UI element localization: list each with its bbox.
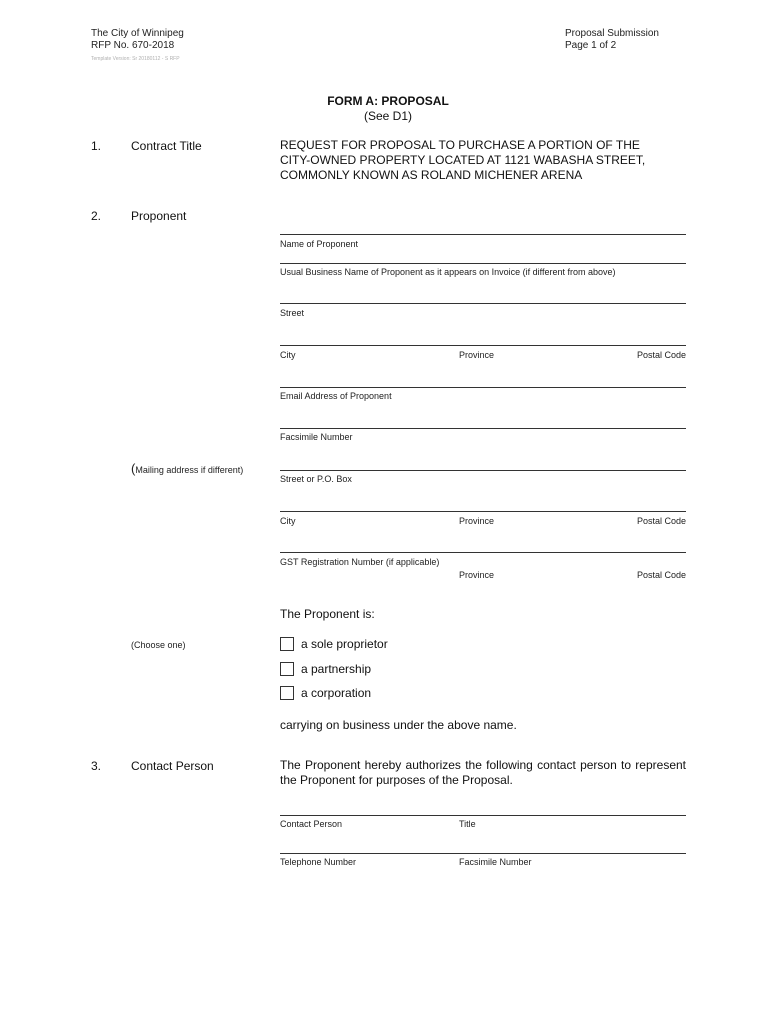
sole-proprietor-checkbox[interactable] xyxy=(280,637,294,651)
business-name-caption: Usual Business Name of Proponent as it appears on Invoice (if different from above) xyxy=(280,267,616,277)
province-caption: Province xyxy=(459,350,495,360)
mailing-address-paren: ( xyxy=(131,461,136,476)
city-province-postal-field[interactable] xyxy=(280,345,686,346)
corporation-checkbox[interactable] xyxy=(280,686,294,700)
business-name-field[interactable] xyxy=(280,263,686,264)
street-field[interactable] xyxy=(280,303,686,304)
contact-person-caption: Contact Person xyxy=(280,819,343,829)
template-version: Template Version: Sr 20180112 - S RFP xyxy=(91,56,180,62)
mailing-address-note xyxy=(131,461,243,476)
gst-postal-code-caption: Postal Code xyxy=(636,570,686,580)
corporation-label: a corporation xyxy=(301,686,372,700)
fax-field[interactable] xyxy=(280,428,686,429)
section-1-number: 1. xyxy=(91,139,102,153)
section-2-number: 2. xyxy=(91,209,102,223)
contact-person-title-field[interactable] xyxy=(280,815,686,816)
partnership-label: a partnership xyxy=(301,662,372,676)
partnership-checkbox[interactable] xyxy=(280,662,294,676)
section-3-number: 3. xyxy=(91,759,102,773)
mailing-address-text: Mailing address if different) xyxy=(135,465,244,475)
proponent-name-caption: Name of Proponent xyxy=(280,239,359,249)
contract-title-line-2: CITY-OWNED PROPERTY LOCATED AT 1121 WABASHA STREET, xyxy=(280,153,646,167)
form-subtitle: (See D1) xyxy=(363,109,413,123)
city-caption: City xyxy=(280,350,296,360)
postal-code-caption: Postal Code xyxy=(636,350,686,360)
carrying-on-business-text: carrying on business under the above name. xyxy=(280,718,517,732)
mailing-postal-code-caption: Postal Code xyxy=(636,516,686,526)
title-caption: Title xyxy=(459,819,476,829)
form-title: FORM A: PROPOSAL xyxy=(327,94,449,108)
street-caption: Street xyxy=(280,308,305,318)
email-caption: Email Address of Proponent xyxy=(280,391,392,401)
mailing-city-province-postal-field[interactable] xyxy=(280,511,686,512)
header-page-number: Page 1 of 2 xyxy=(565,40,617,51)
telephone-fax-field[interactable] xyxy=(280,853,686,854)
contract-title-line-3: COMMONLY KNOWN AS ROLAND MICHENER ARENA xyxy=(280,168,583,182)
gst-field[interactable] xyxy=(280,552,686,553)
header-proposal-submission: Proposal Submission xyxy=(565,28,659,39)
choose-one-label: (Choose one) xyxy=(131,640,186,650)
proponent-name-field[interactable] xyxy=(280,234,686,235)
section-3-label: Contact Person xyxy=(131,759,214,773)
street-po-caption: Street or P.O. Box xyxy=(280,474,352,484)
header-city: The City of Winnipeg xyxy=(91,28,184,39)
fax-caption: Facsimile Number xyxy=(280,432,353,442)
mailing-city-caption: City xyxy=(280,516,296,526)
street-po-field[interactable] xyxy=(280,470,686,471)
header-rfp-number: RFP No. 670-2018 xyxy=(91,40,175,51)
section-2-label: Proponent xyxy=(131,209,187,223)
telephone-caption: Telephone Number xyxy=(280,857,357,867)
mailing-province-caption: Province xyxy=(459,516,495,526)
facsimile-caption: Facsimile Number xyxy=(459,857,532,867)
gst-province-caption: Province xyxy=(459,570,495,580)
section-1-label: Contract Title xyxy=(131,139,202,153)
proponent-is-label: The Proponent is: xyxy=(280,607,375,621)
gst-caption: GST Registration Number (if applicable) xyxy=(280,557,440,567)
contract-title-line-1: REQUEST FOR PROPOSAL TO PURCHASE A PORTION OF THE xyxy=(280,138,640,152)
sole-proprietor-label: a sole proprietor xyxy=(301,637,388,651)
contact-authorization-text: The Proponent hereby authorizes the following contact person to represent the Proponent for purposes of the Proposal. xyxy=(280,758,686,787)
email-field[interactable] xyxy=(280,387,686,388)
